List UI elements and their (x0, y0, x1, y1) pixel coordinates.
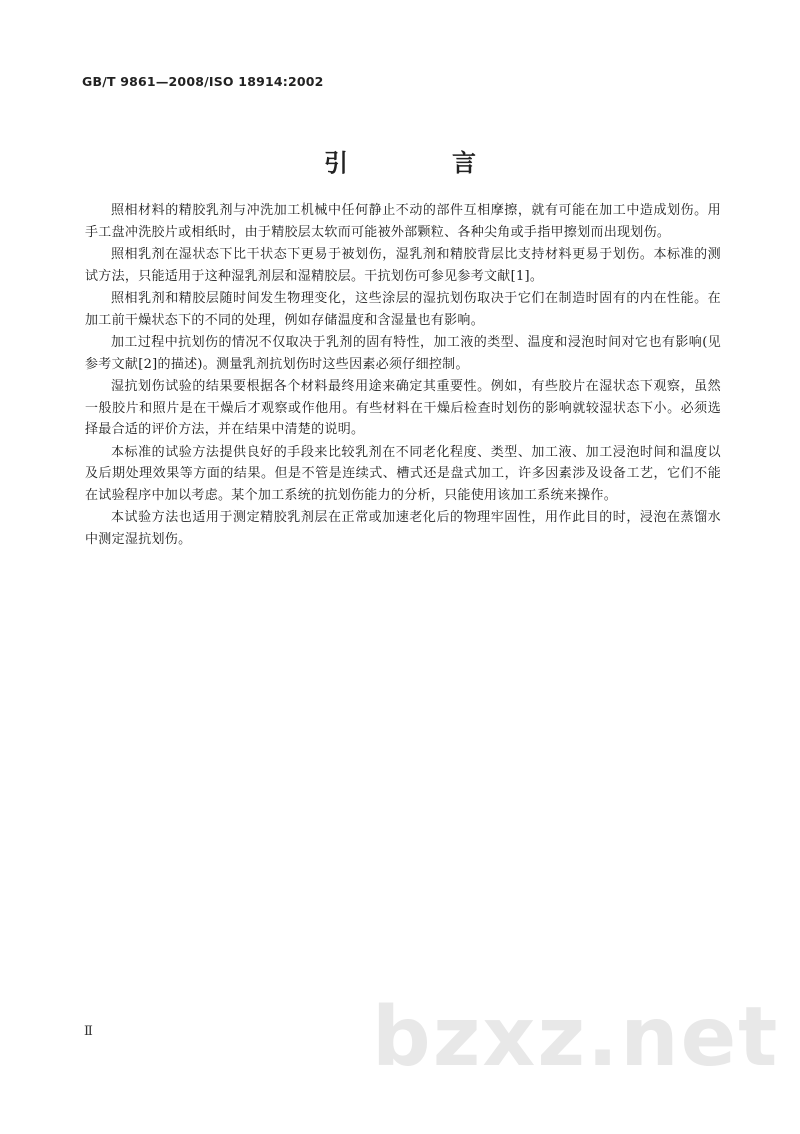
paragraph: 照相乳剂和精胶层随时间发生物理变化，这些涂层的湿抗划伤取决于它们在制造时固有的内在性能。在加工前干燥状态下的不同的处理，例如存储温度和含湿量也有影响。 (85, 291, 721, 328)
paragraph: 本试验方法也适用于测定精胶乳剂层在正常或加速老化后的物理牢固性，用作此目的时，浸泡在蒸馏水中测定湿抗划伤。 (85, 510, 721, 547)
paragraph: 湿抗划伤试验的结果要根据各个材料最终用途来确定其重要性。例如，有些胶片在湿状态下观察，虽然一般胶片和照片是在干燥后才观察或作他用。有些材料在干燥后检查时划伤的影响就较湿状态下小。必须选择最合适的评价方法，并在结果中清楚的说明。 (85, 379, 721, 437)
standard-number-header: GB/T 9861—2008/ISO 18914:2002 (82, 74, 324, 89)
watermark: bzxz.net (372, 990, 780, 1085)
paragraph: 加工过程中抗划伤的情况不仅取决于乳剂的固有特性，加工液的类型、温度和浸泡时间对它也有影响(见参考文献[2]的描述)。测量乳剂抗划伤时这些因素必须仔细控制。 (85, 335, 721, 372)
introduction-body (85, 200, 721, 551)
page-number: Ⅱ (84, 1024, 93, 1039)
page-title: 引 言 (324, 149, 516, 177)
paragraph: 照相材料的精胶乳剂与冲洗加工机械中任何静止不动的部件互相摩擦，就有可能在加工中造成划伤。用手工盘冲洗胶片或相纸时，由于精胶层太软而可能被外部颗粒、各种尖角或手指甲擦划而出现划伤。 (85, 203, 721, 240)
paragraph: 照相乳剂在湿状态下比干状态下更易于被划伤，湿乳剂和精胶背层比支持材料更易于划伤。本标准的测试方法，只能适用于这种湿乳剂层和湿精胶层。干抗划伤可参见参考文献[1]。 (85, 247, 721, 284)
paragraph: 本标准的试验方法提供良好的手段来比较乳剂在不同老化程度、类型、加工液、加工浸泡时间和温度以及后期处理效果等方面的结果。但是不管是连续式、槽式还是盘式加工，许多因素涉及设备工艺，它们不能在试验程序中加以考虑。某个加工系统的抗划伤能力的分析，只能使用该加工系统来操作。 (85, 444, 721, 503)
